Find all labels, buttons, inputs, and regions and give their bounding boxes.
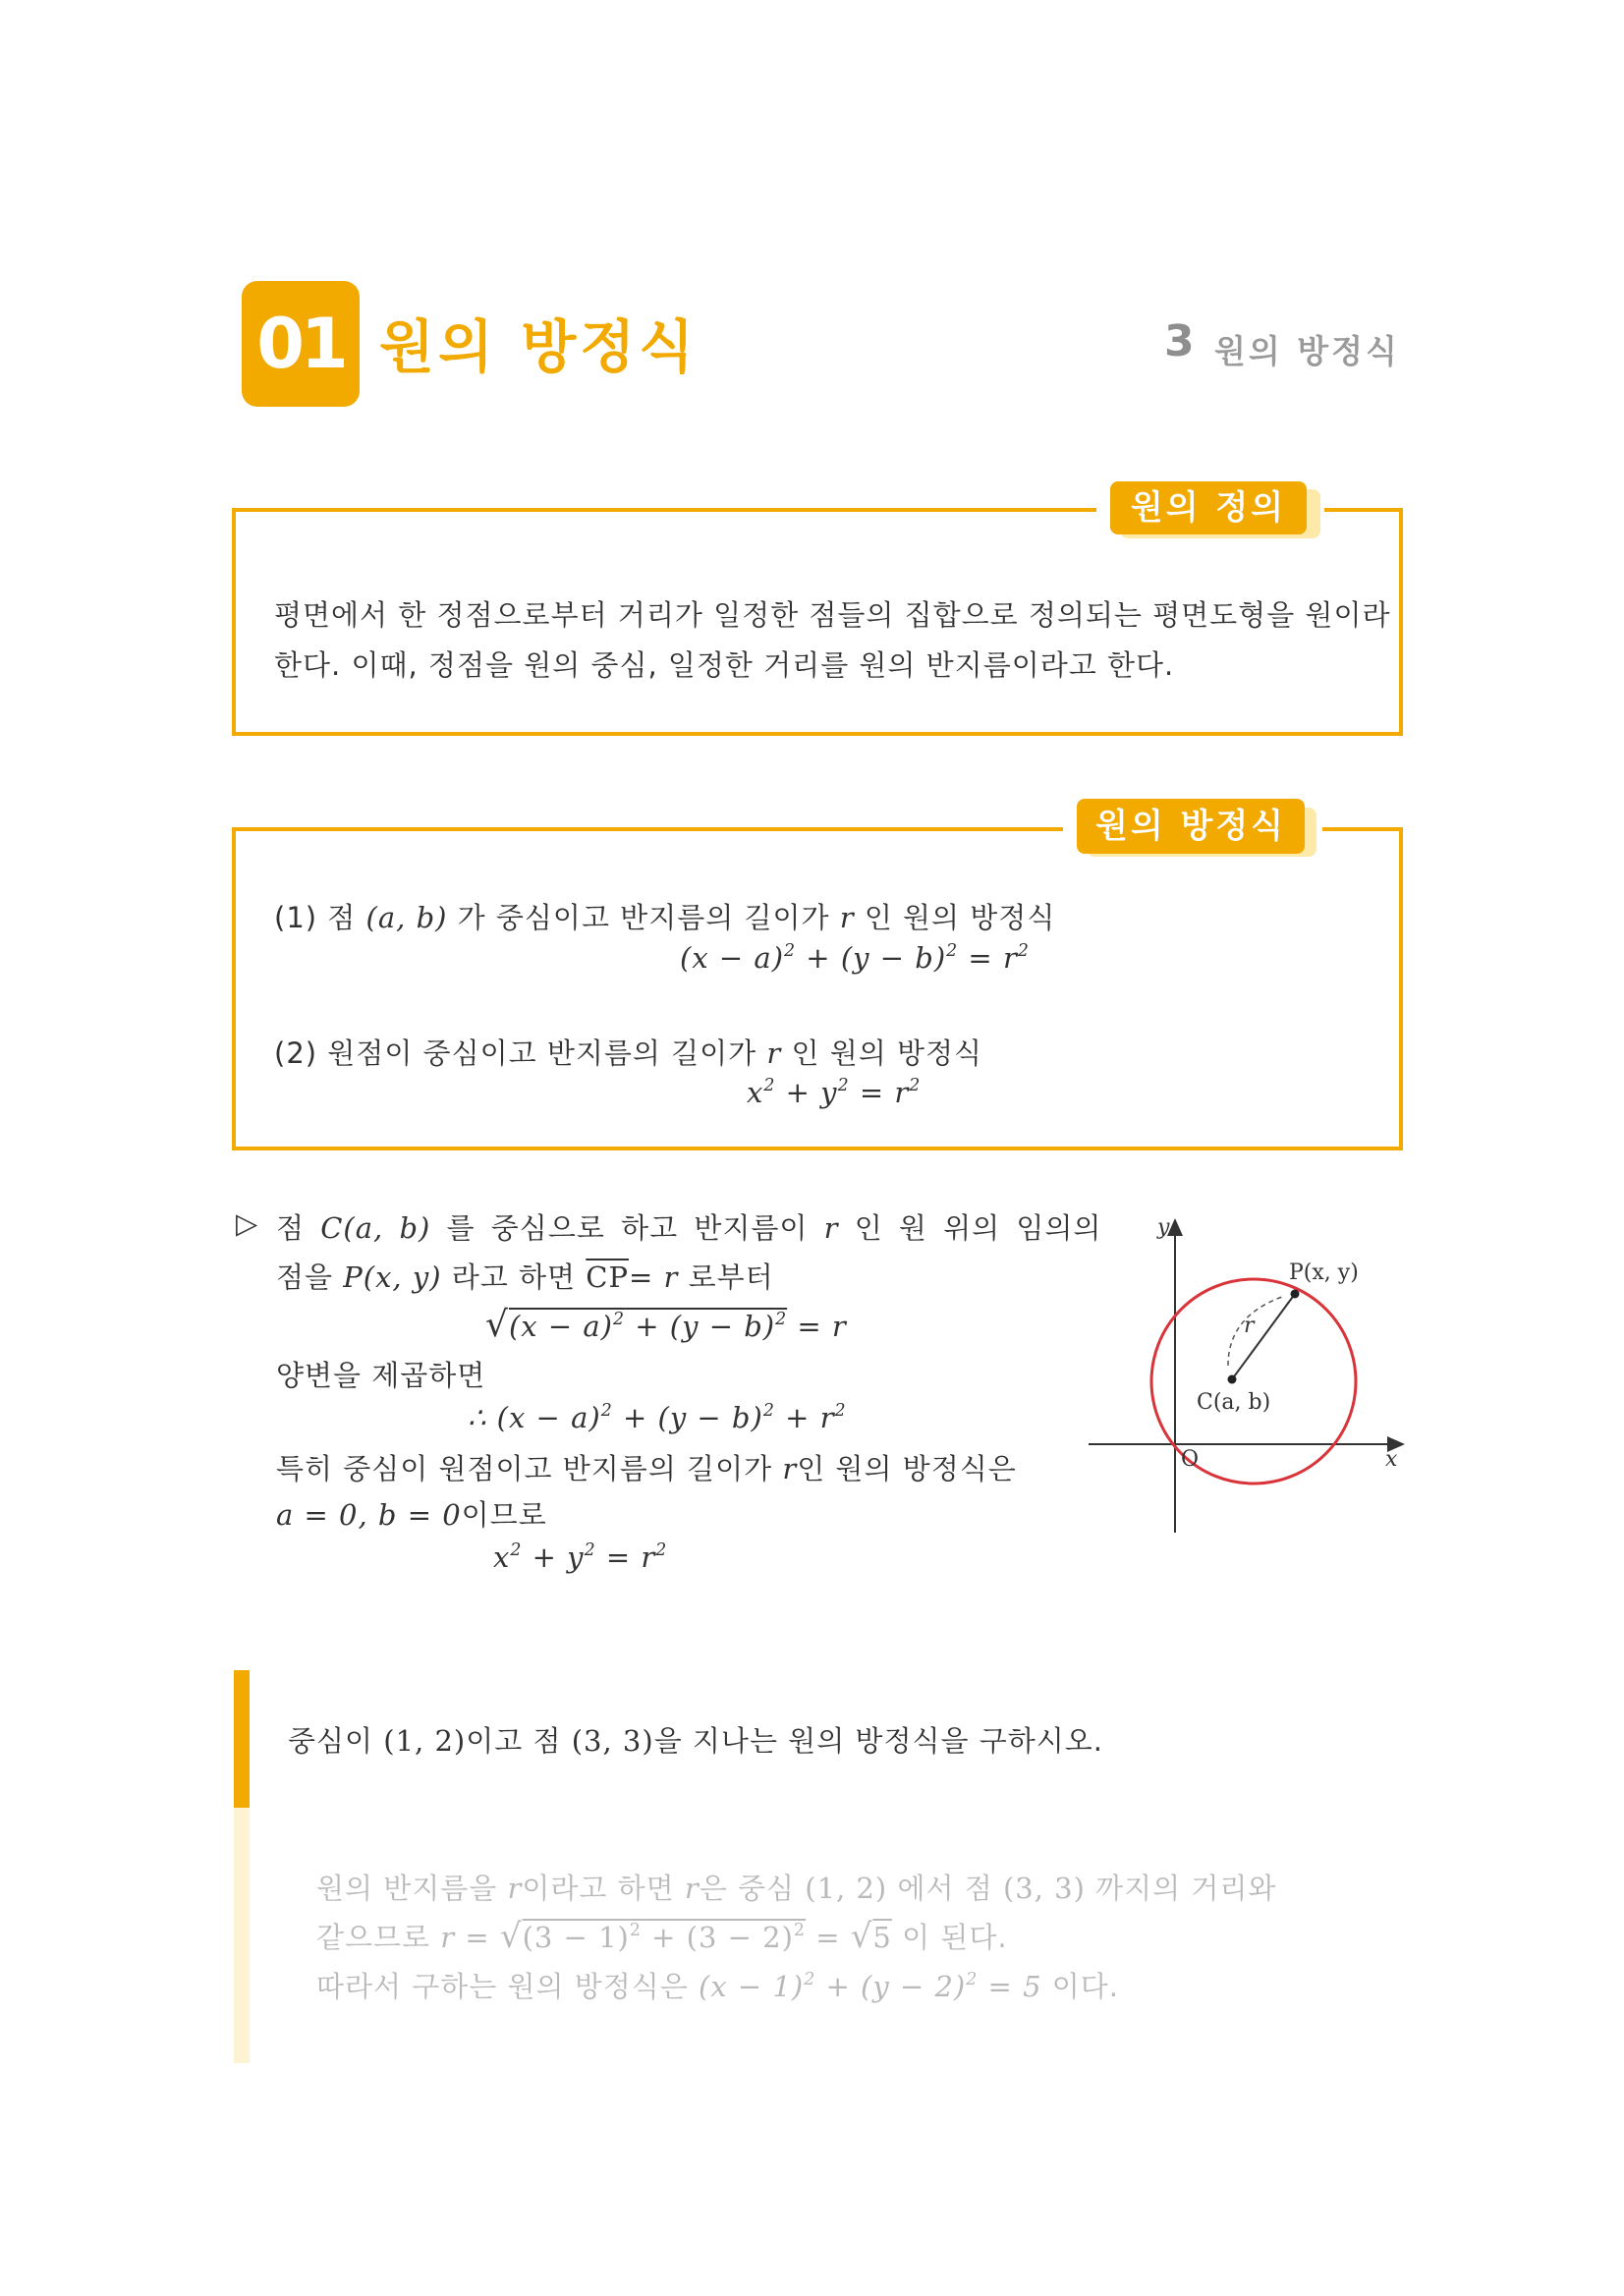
derivation-marker: ▷ [236,1206,259,1240]
solution-line-3: 따라서 구하는 원의 방정식은 $(x - 1)^2 + (y - 2)^2 = 5$ 이다. [316,1969,1119,2003]
equation-item-2: (2) 원점이 중심이고 반지름의 길이가 r 인 원의 방정식 [274,1036,982,1070]
formula-general: $(x - a)^2 + (y - b)^2 = r^2$ [680,940,1030,975]
definition-tag: 원의 정의 [1110,481,1307,534]
chapter-title: 원의 방정식 [1214,332,1400,370]
x-axis-label: x [1385,1447,1398,1472]
formula-origin-result: $x^2 + y^2 = r^2$ [493,1540,668,1574]
chapter-number: 3 [1164,316,1195,366]
example-solution-bar [234,1808,250,2063]
equation-tag: 원의 방정식 [1077,799,1305,854]
c-label: C(a, b) [1197,1390,1271,1415]
formula-squared: ∴ $(x - a)^2 + (y - b)^2 + r^2$ [468,1400,847,1434]
solution-line-2: 같으므로 $r = √(3 - 1)^2 + (3 - 2)^2 = √5$ 이 된다. [316,1917,1008,1956]
solution-line-1: 원의 반지름을 r이라고 하면 r은 중심 (1, 2) 에서 점 (3, 3) 까지의 거리와 [316,1872,1277,1905]
derivation-line-2: 점을 P(x, y) 라고 하면 $\overline{CP}= r$ 로부터 [276,1260,774,1294]
derivation-line-7: a = 0, b = 0이므로 [276,1498,547,1532]
radius-line [1232,1294,1295,1379]
radius-arc [1228,1297,1282,1366]
section-number-badge: 01 [242,281,360,407]
derivation-line-6: 특히 중심이 원점이고 반지름의 길이가 r인 원의 방정식은 [276,1452,1017,1485]
example-problem: 중심이 (1, 2)이고 점 (3, 3)을 지나는 원의 방정식을 구하시오. [288,1724,1103,1758]
equation-item-1: (1) 점 (a, b) 가 중심이고 반지름의 길이가 r 인 원의 방정식 [274,901,1056,934]
derivation-line-1: 점 C(a, b) 를 중심으로 하고 반지름이 r 인 원 위의 임의의 [276,1211,1102,1245]
formula-sqrt-distance: $√(x - a)^2 + (y - b)^2 = r$ [485,1305,847,1345]
r-label: r [1244,1314,1255,1338]
formula-origin: $x^2 + y^2 = r^2$ [747,1075,922,1109]
derivation-line-4: 양변을 제곱하면 [276,1359,486,1392]
point-p [1291,1290,1300,1299]
example-accent-bar [234,1670,250,1808]
p-label: P(x, y) [1289,1260,1359,1285]
definition-line-2: 한다. 이때, 정점을 원의 중심, 일정한 거리를 원의 반지름이라고 한다. [274,648,1175,682]
point-c [1228,1375,1237,1384]
circle-diagram [1081,1208,1415,1542]
page-title: 원의 방정식 [379,313,699,380]
definition-line-1: 평면에서 한 정점으로부터 거리가 일정한 점들의 집합으로 정의되는 평면도형을 원이라 [274,598,1391,632]
y-axis-label: y [1157,1215,1170,1240]
origin-label: O [1181,1447,1200,1472]
